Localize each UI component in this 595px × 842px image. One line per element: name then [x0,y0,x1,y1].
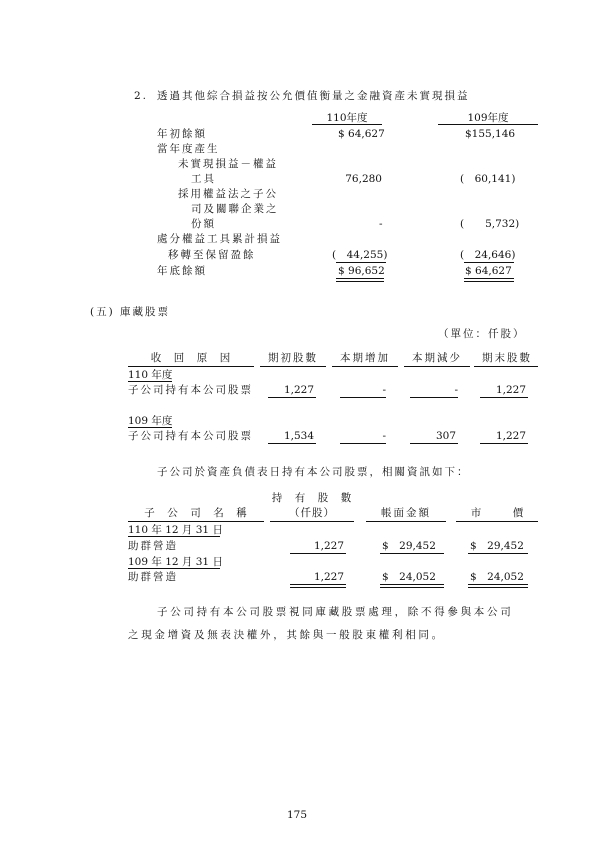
date-label-110: 110 年 12 月 31 日 [128,524,223,536]
cell-underline [340,443,386,444]
row-label: 子公司持有本公司股票 [128,430,253,442]
subtotal-line [464,262,514,263]
cell-double-underline [468,584,528,588]
closing-line-1: 子公司持有本公司股票視同庫藏股票處理，除不得參與本公司 [157,606,514,618]
header-shares-line1: 持 有 股 數 [271,492,353,504]
cell-decrease: - [454,384,458,396]
cell-shares: 1,227 [313,540,344,552]
row-label-equity-1: 採用權益法之子公 [178,188,278,200]
row-name: 助群營造 [128,540,178,552]
row-label-dispose-1: 處分權益工具累計損益 [157,233,282,245]
cell-market: $ 24,052 [470,571,524,583]
value-equity-109: ( 5,732) [460,218,520,230]
page-number: 175 [286,809,308,821]
header-underline [456,521,538,522]
year-label-110: 110 年度 [128,369,173,381]
header-underline [404,366,470,367]
cell-underline [410,443,458,444]
row-label-begin: 年初餘額 [157,128,207,140]
value-unrealized-109: ( 60,141) [460,173,516,185]
row-label-equity-3: 份額 [191,218,216,230]
section-heading: (五) 庫藏股票 [90,306,171,318]
row-label-unrealized-1: 未實現損益－權益 [178,158,278,170]
section-number: 2. [134,90,149,102]
header-underline [128,366,254,367]
row-name: 助群營造 [128,571,178,583]
cell-underline [468,553,528,554]
value-begin-109: $155,146 [465,128,516,140]
subtotal-line [336,262,386,263]
header-book-value: 帳面金額 [381,507,431,519]
cell-underline [340,397,386,398]
value-dispose-110: ( 44,255) [332,249,388,261]
value-begin-110: $ 64,627 [338,128,385,140]
value-equity-110: - [379,218,383,230]
cell-underline [268,443,316,444]
year-label-109: 109 年度 [128,415,173,427]
header-underline [366,521,446,522]
row-label-dispose-2: 移轉至保留盈餘 [168,249,256,261]
header-market-value: 市 價 [470,507,524,519]
col-header-109: 109年度 [467,112,509,124]
date-underline [128,536,220,537]
cell-begin: 1,534 [283,430,314,442]
cell-increase: - [382,430,386,442]
col-header-110: 110年度 [326,112,368,124]
cell-book: $ 29,452 [382,540,436,552]
cell-increase: - [382,384,386,396]
cell-underline [290,553,346,554]
date-underline [128,568,220,569]
cell-double-underline [290,584,346,588]
cell-underline [480,443,528,444]
cell-market: $ 29,452 [470,540,524,552]
header-reason: 收 回 原 因 [150,352,232,364]
row-label-current: 當年度產生 [157,143,220,155]
row-label-unrealized-2: 工具 [191,173,216,185]
row-label-equity-2: 司及關聯企業之 [191,203,279,215]
cell-shares: 1,227 [313,571,344,583]
cell-decrease: 307 [435,430,456,442]
value-end-109: $ 64,627 [465,265,512,277]
col-underline [438,124,538,125]
header-name: 子 公 司 名 稱 [144,507,248,519]
cell-begin: 1,227 [283,384,314,396]
row-label-end: 年底餘額 [157,265,207,277]
cell-double-underline [380,584,444,588]
section-title: 透過其他綜合損益按公允價值衡量之金融資產未實現損益 [157,90,470,102]
header-shares-line2: （仟股） [289,507,335,519]
closing-line-2: 之現金增資及無表決權外，其餘與一般股東權利相同。 [128,629,445,641]
cell-underline [480,397,528,398]
col-underline [312,124,382,125]
header-underline [474,366,538,367]
value-unrealized-110: 76,280 [345,173,382,185]
header-increase: 本期增加 [340,352,390,364]
cell-end: 1,227 [495,384,526,396]
value-dispose-109: ( 24,646) [460,249,516,261]
year-underline [128,381,172,382]
total-double-line [464,278,514,282]
header-underline [128,521,264,522]
row-label: 子公司持有本公司股票 [128,384,253,396]
subsidiary-intro: 子公司於資產負債表日持有本公司股票，相關資訊如下： [157,466,470,478]
cell-underline [268,397,316,398]
header-underline [260,366,326,367]
header-underline [332,366,398,367]
total-double-line [336,278,384,282]
header-underline [270,521,354,522]
cell-underline [410,397,458,398]
unit-label: （單位：仟股） [438,328,526,340]
date-label-109: 109 年 12 月 31 日 [128,556,223,568]
cell-end: 1,227 [495,430,526,442]
header-end: 期末股數 [482,352,532,364]
header-decrease: 本期減少 [412,352,462,364]
cell-book: $ 24,052 [382,571,436,583]
year-underline [128,427,172,428]
cell-underline [380,553,444,554]
value-end-110: $ 96,652 [338,265,385,277]
header-begin: 期初股數 [268,352,318,364]
